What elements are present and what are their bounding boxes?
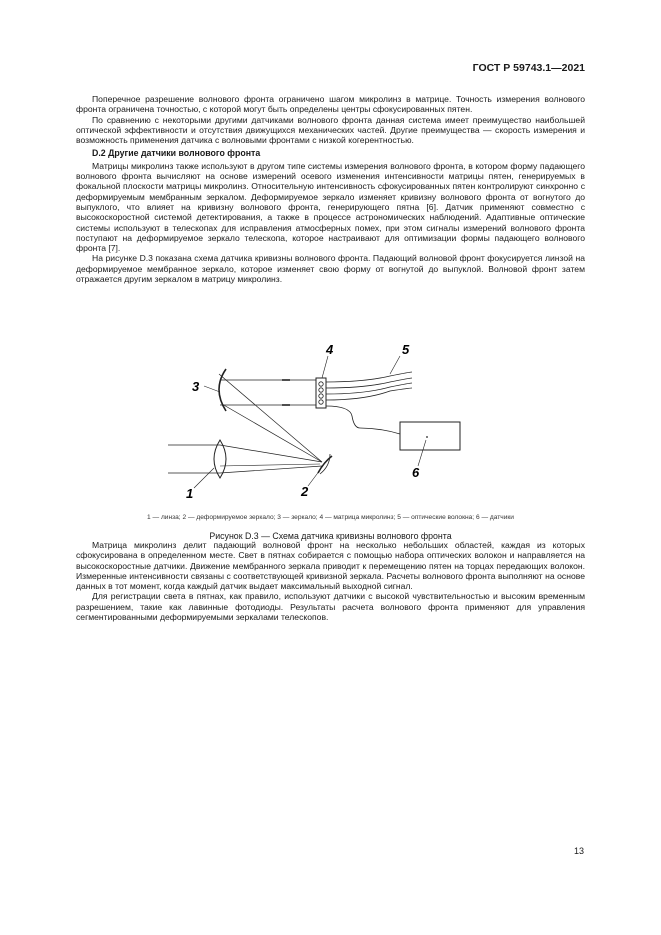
- label-5: 5: [402, 342, 410, 357]
- leader-line-5: [390, 356, 400, 374]
- paragraph: По сравнению с некоторыми другими датчиками волнового фронта данная система имеет преимущество наибольшей оптической эффективности и отсутствия движущихся механических частей. Другие преимущества — скорость измерения и возможность применения датчика с волновыми фронтами с низкой когерентностью.: [76, 114, 585, 146]
- paragraph: Поперечное разрешение волнового фронта ограничено шагом микролинз в матрице. Точность измерения волнового фронта ограничена точностью, с которой могут быть определены центры сфокусированных пятен.: [76, 94, 585, 115]
- leader-line-3: [204, 386, 220, 392]
- text-block-top: [76, 94, 585, 284]
- section-heading: D.2 Другие датчики волнового фронта: [92, 148, 261, 159]
- figure-caption: Рисунок D.3 — Схема датчика кривизны волнового фронта: [209, 531, 452, 541]
- leader-line-4: [322, 356, 328, 378]
- paragraph: На рисунке D.3 показана схема датчика кривизны волнового фронта. Падающий волновой фронт фокусируется линзой на деформируемое мембранное зеркало, которое изменяет свою форму от вогнутой до выпуклой. Волновой фронт затем отражается другим зеркалом в матрицу микролинз.: [76, 253, 585, 285]
- lenslet: [319, 394, 323, 398]
- leader-line-2: [308, 470, 320, 486]
- lenslet: [319, 388, 323, 392]
- text-block-bottom: [76, 540, 585, 622]
- label-6: 6: [412, 465, 420, 480]
- detectors-box: [400, 422, 460, 450]
- detector-cable: [326, 406, 400, 434]
- leader-line-1: [194, 468, 214, 488]
- detector-dot: [426, 436, 428, 438]
- paragraph: Для регистрации света в пятнах, как правило, используют датчики с высокой чувствительностью и высоким временным разрешением, такие как лавинные фотодиоды. Результаты расчета волнового фронта применяют для управления сегментированными деформируемыми зеркалами телескопов.: [76, 591, 585, 623]
- label-2: 2: [301, 484, 309, 499]
- label-3: 3: [192, 379, 200, 394]
- figure-legend: 1 — линза; 2 — деформируемое зеркало; 3 — зеркало; 4 — матрица микролинз; 5 — оптические волокна; 6 — датчики: [147, 514, 514, 521]
- document-number: ГОСТ Р 59743.1—2021: [472, 62, 585, 74]
- lenslet: [319, 382, 323, 386]
- leader-line-6: [418, 440, 426, 466]
- figure-d3-diagram: [150, 336, 490, 508]
- lenslet: [319, 400, 323, 404]
- paragraph: Матрица микролинз делит падающий волновой фронт на несколько небольших областей, каждая из которых сфокусирована в определенном месте. Свет в пятнах собирается с помощью набора оптических волокон и направляется на высокоскоростные датчики. Движение мембранного зеркала приводит к перемещению пятен на торцах передающих волокон. Измеренные интенсивности связаны с соответствующей кривизной зеркала. Расчеты волнового фронта выполняют на основе данных в тот момент, когда каждый датчик выдает максимальный выходной сигнал.: [76, 540, 585, 592]
- label-1: 1: [186, 486, 194, 501]
- paragraph: Матрицы микролинз также используют в другом типе системы измерения волнового фронта, в котором форму падающего волнового фронта вычисляют на основе измерений осевого изменения интенсивности матрицы пятен, генерируемых в фокальной плоскости матрицы микролинз. Относительную интенсивность сфокусированных пятен контролируют синхронно с деформируемым мембранным зеркалом. Деформируемое зеркало изменяет кривизну волнового фронта от вогнутого до выпуклого, что влияет на кривизну волнового фронта, генерирующего пятна [6]. Датчик применяют совместно с высокоскоростной системой детектирования, а также в процессе астрономических наблюдений. Адаптивные оптические системы используют в телескопах для исправления атмосферных помех, при этом сигналы измерений волнового фронта поступают на деформируемое зеркало телескопа, которое настраивают для оптимизации формы падающего волнового фронта [7].: [76, 160, 585, 254]
- ray-lens-mirror-bottom: [220, 466, 322, 473]
- lenslet-array: [316, 378, 326, 408]
- ray-mirror-mirror-a: [219, 374, 322, 462]
- optical-axis: [220, 464, 320, 466]
- optical-fiber: [326, 383, 412, 394]
- page-number: 13: [573, 846, 584, 856]
- label-4: 4: [326, 342, 334, 357]
- ray-mirror-mirror-b: [222, 404, 322, 462]
- deformable-mirror-alt: [320, 454, 330, 474]
